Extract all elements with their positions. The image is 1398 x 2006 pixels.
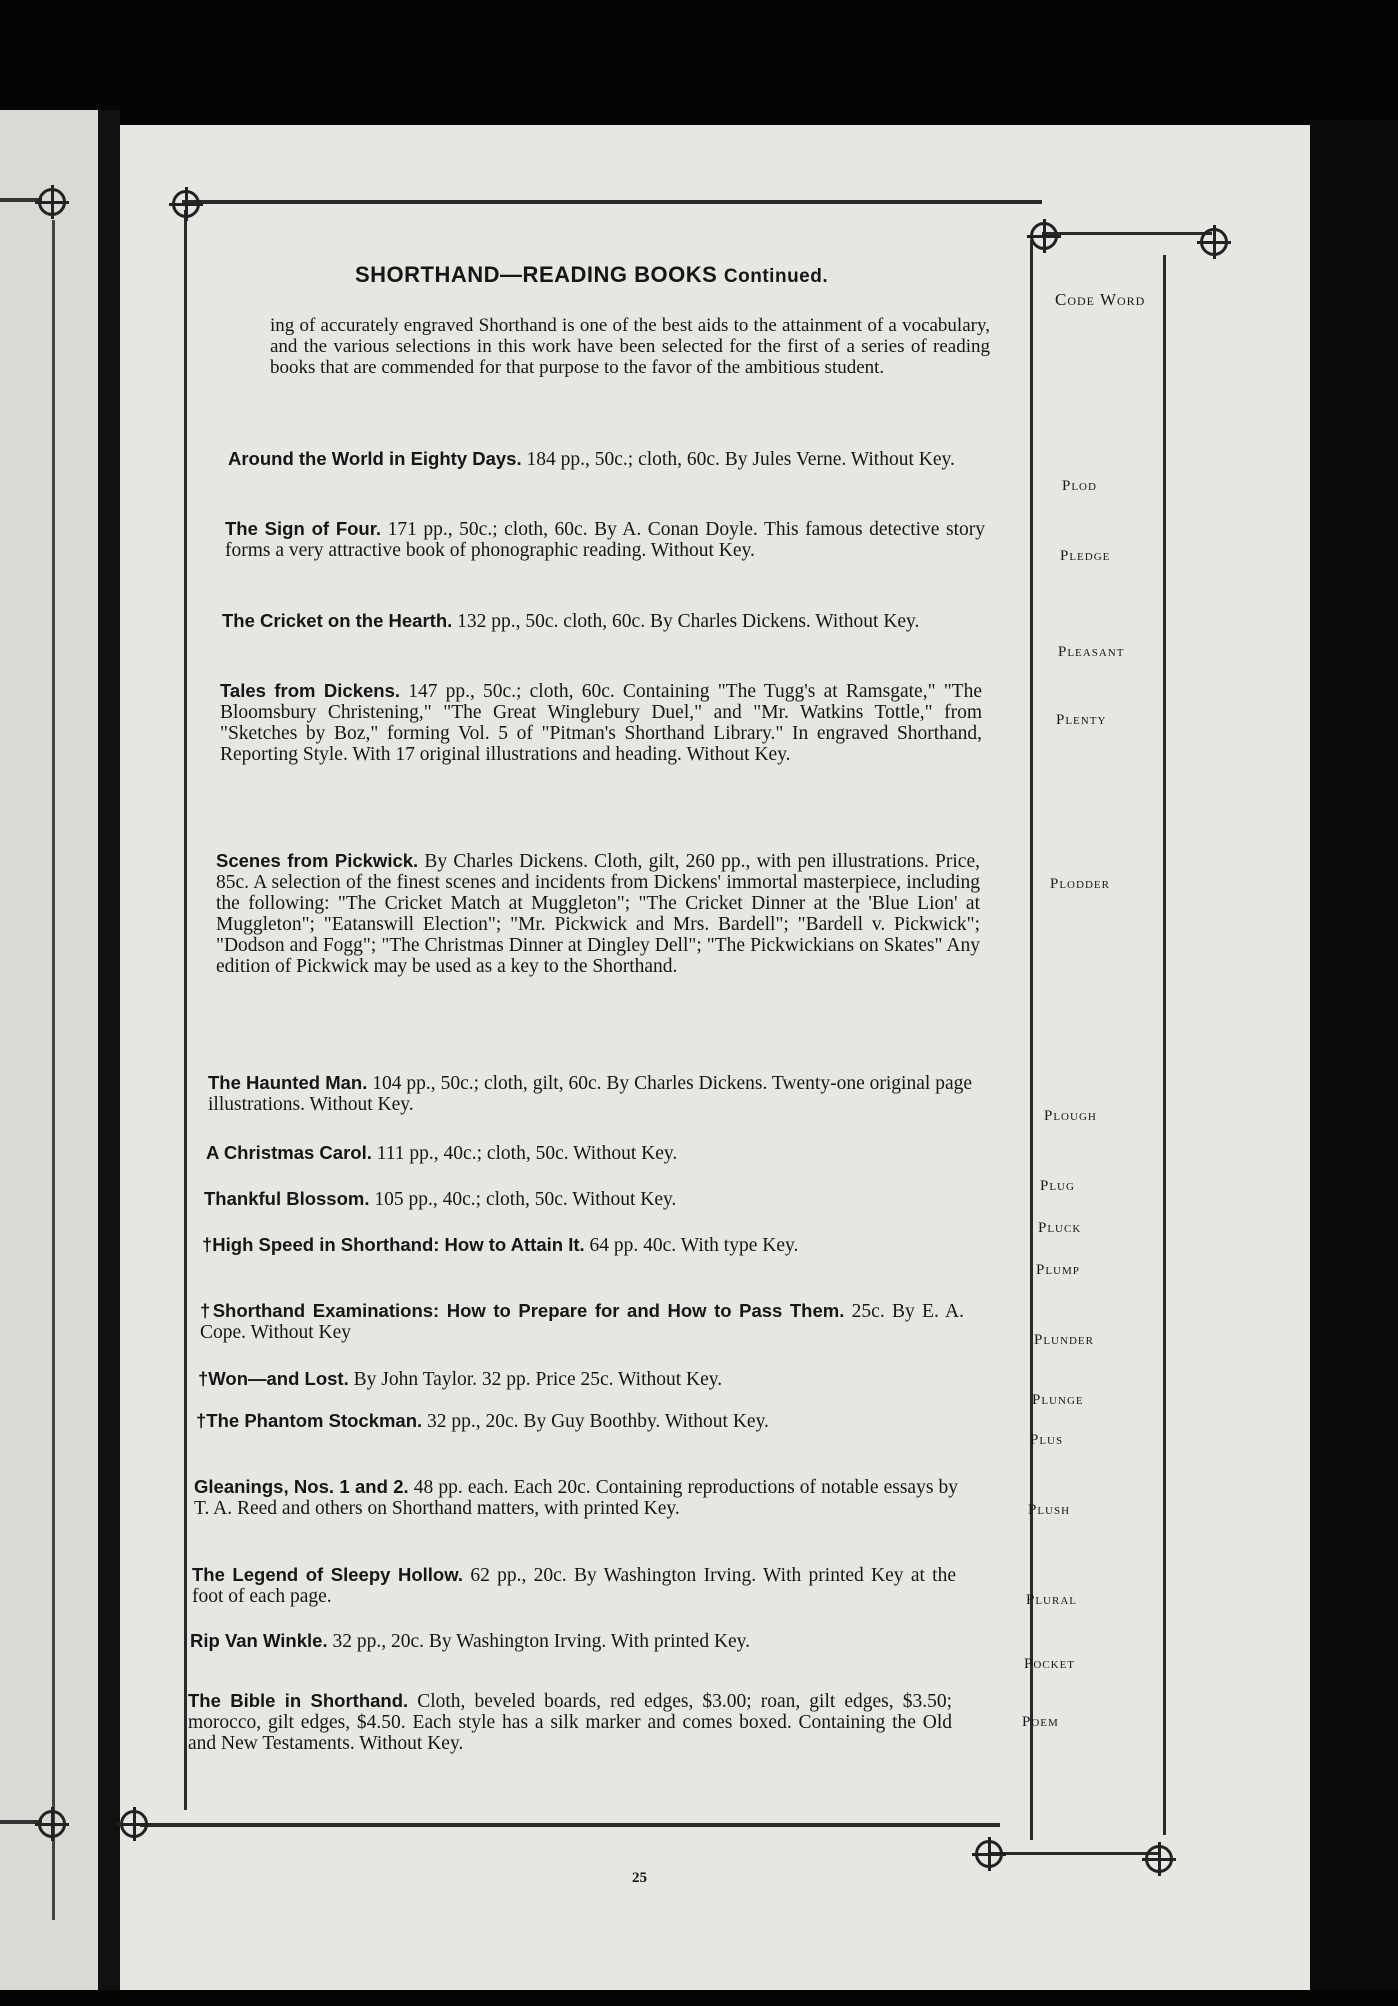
code-word-column-header: Code Word [1055,290,1146,309]
page-edge [1310,120,1398,1990]
corner-ornament-icon [120,1810,148,1838]
frame-rule-bottom [140,1823,1000,1827]
list-item [198,1368,962,1390]
list-item [196,1410,960,1432]
book-description: 62 pp., 20c. By Washington Irving. With printed Key at the foot of each page. [192,1565,956,1607]
book-description: 48 pp. each. Each 20c. Containing reproductions of notable essays by T. A. Reed and others on Shorthand matters, with printed Key. [194,1477,958,1519]
book-description: 64 pp. 40c. With type Key. [589,1235,799,1256]
book-title: Thankful Blossom. [204,1188,370,1209]
facing-page-rule [52,220,55,1920]
list-item [220,680,982,765]
corner-ornament-icon [1145,1845,1173,1873]
list-item [202,1234,966,1256]
list-item [222,610,982,632]
continued-label: Continued. [723,266,829,287]
code-word: Plump [1036,1262,1080,1278]
code-word: Pluck [1038,1220,1082,1236]
intro-paragraph: ing of accurately engraved Shorthand is one of the best aids to the attainment of a vocabulary, and the various selections in this work have been selected for the first of a series of reading books that are commended for that purpose to the favor of the ambitious student. [270,315,990,378]
book-title: A Christmas Carol. [206,1142,372,1163]
list-item [204,1188,968,1210]
code-word: Plough [1044,1108,1097,1124]
corner-ornament-icon [172,190,200,218]
book-spine [98,110,120,1990]
frame-rule-left [184,210,187,1810]
book-description: Cloth, beveled boards, red edges, $3.00; roan, gilt edges, $3.50; morocco, gilt edges, $4.50. Each style has a silk marker and comes boxed. Containing the Old and New Testaments. Without Key. [188,1691,952,1754]
book-description: 184 pp., 50c.; cloth, 60c. By Jules Verne. Without Key. [526,449,955,470]
list-item [216,850,980,977]
list-item [190,1630,954,1652]
list-item [228,448,986,470]
book-title: The Bible in Shorthand. [188,1690,409,1711]
code-word: Plunge [1032,1392,1084,1408]
code-word: Poem [1022,1714,1059,1730]
frame-rule-bottom-right [990,1852,1160,1855]
book-title: †Won—and Lost. [198,1368,349,1389]
list-item [225,518,985,561]
book-description: 25c. By E. A. Cope. Without Key [200,1301,964,1343]
book-description: 32 pp., 20c. By Guy Boothby. Without Key. [427,1411,769,1432]
book-title: Scenes from Pickwick. [216,850,419,871]
book-description: 32 pp., 20c. By Washington Irving. With printed Key. [332,1631,751,1652]
book-title: Around the World in Eighty Days. [228,448,522,469]
book-title: The Sign of Four. [225,518,382,539]
code-word: Plus [1030,1432,1064,1448]
book-description: 171 pp., 50c.; cloth, 60c. By A. Conan Doyle. This famous detective story forms a very attractive book of phonographic reading. Without Key. [225,519,985,561]
frame-rule-right [1163,255,1166,1835]
book-description: 104 pp., 50c.; cloth, gilt, 60c. By Charles Dickens. Twenty-one original page illustrations. Without Key. [208,1073,973,1115]
book-title: Gleanings, Nos. 1 and 2. [194,1476,409,1497]
list-item [200,1300,964,1343]
frame-rule-top-right [1042,232,1212,235]
book-description: By Charles Dickens. Cloth, gilt, 260 pp., with pen illustrations. Price, 85c. A selection of the finest scenes and incidents from Dickens' immortal masterpiece, including the following: "The Cricket Match at Muggleton"; "The Cricket Dinner at the 'Blue Lion' at Muggleton"; "Eatanswill Election"; "Mr. Pickwick and Mrs. Bardell"; "Bardell v. Pickwick"; "Dodson and Fogg"; "The Christmas Dinner at Dingley Dell"; "The Pickwickians on Skates" Any edition of Pickwick may be used as a key to the Shorthand. [216,851,980,977]
book-description: 111 pp., 40c.; cloth, 50c. Without Key. [376,1143,678,1164]
book-description: 105 pp., 40c.; cloth, 50c. Without Key. [374,1189,677,1210]
code-word: Pleasant [1058,644,1125,660]
book-title: Tales from Dickens. [220,680,401,701]
book-title: The Cricket on the Hearth. [222,610,453,631]
page-title [355,262,955,288]
frame-rule-top [182,200,1042,204]
page-number: 25 [632,1870,647,1886]
book-description: 147 pp., 50c.; cloth, 60c. Containing "The Tugg's at Ramsgate," "The Bloomsbury Christening," "The Great Winglebury Duel," and "Mr. Watkins Tottle," from "Sketches by Boz," forming Vol. 5 of "Pitman's Shorthand Library." In engraved Shorthand, Reporting Style. With 17 original illustrations and heading. Without Key. [220,681,982,765]
list-item [192,1564,956,1607]
corner-ornament-icon [1030,222,1058,250]
list-item [194,1476,958,1519]
corner-ornament-icon [38,188,66,216]
book-description: 132 pp., 50c. cloth, 60c. By Charles Dickens. Without Key. [457,611,920,632]
list-item [188,1690,952,1754]
code-word: Plodder [1050,876,1110,892]
code-word: Plush [1028,1502,1071,1518]
code-word: Plunder [1034,1332,1094,1348]
book-title: †Shorthand Examinations: How to Prepare for and How to Pass Them. [200,1300,845,1321]
book-title: Rip Van Winkle. [190,1630,328,1651]
list-item [206,1142,970,1164]
book-title: The Legend of Sleepy Hollow. [192,1564,464,1585]
code-word: Pledge [1060,548,1111,564]
list-item [208,1072,972,1115]
section-title: SHORTHAND—READING BOOKS [355,262,718,287]
code-word: Plenty [1056,712,1107,728]
code-word: Plural [1026,1592,1078,1608]
book-description: By John Taylor. 32 pp. Price 25c. Without Key. [353,1369,723,1390]
book-title: †High Speed in Shorthand: How to Attain It. [202,1234,585,1255]
facing-page [0,110,98,1990]
book-title: The Haunted Man. [208,1072,368,1093]
corner-ornament-icon [1200,228,1228,256]
book-title: †The Phantom Stockman. [196,1410,423,1431]
corner-ornament-icon [38,1810,66,1838]
code-word: Plod [1062,478,1097,494]
code-word: Plug [1040,1178,1075,1194]
code-word: Pocket [1024,1656,1076,1672]
corner-ornament-icon [975,1840,1003,1868]
